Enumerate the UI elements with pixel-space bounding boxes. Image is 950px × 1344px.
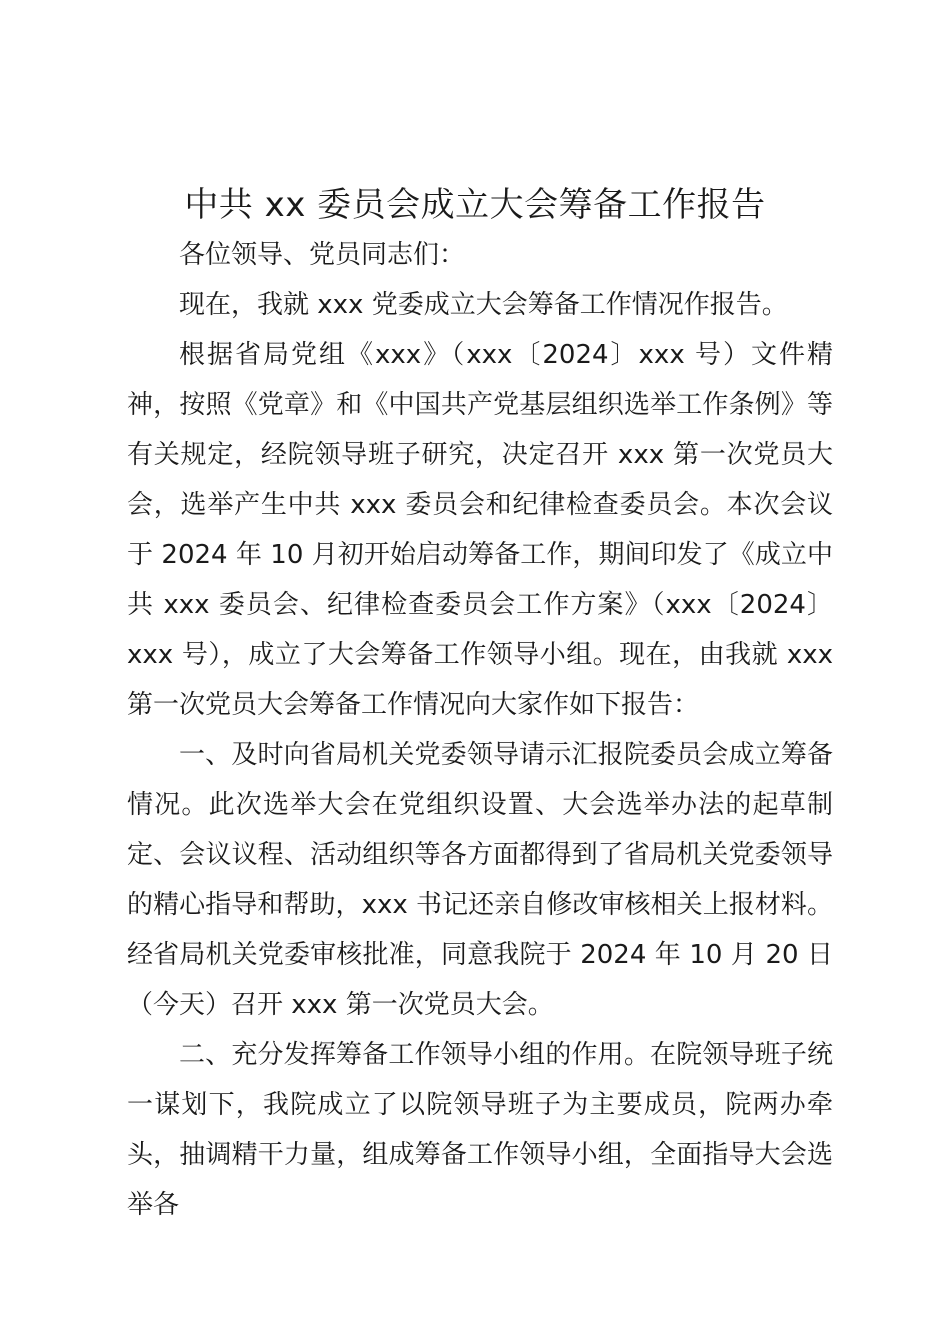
paragraph-intro: 现在，我就 xxx 党委成立大会筹备工作情况作报告。 bbox=[179, 290, 788, 320]
paragraph-section-two: 二、充分发挥筹备工作领导小组的作用。在院领导班子统一谋划下，我院成立了以院领导班子为主要成员，院两办牵头，抽调精干力量，组成筹备工作领导小组，全面指导大会选举各 bbox=[127, 1040, 833, 1220]
document-title: 中共 xx 委员会成立大会筹备工作报告 bbox=[184, 185, 766, 225]
salutation: 各位领导、党员同志们： bbox=[179, 240, 466, 270]
paragraph-section-one: 一、及时向省局机关党委领导请示汇报院委员会成立筹备情况。此次选举大会在党组织设置、大会选举办法的起草制定、会议议程、活动组织等各方面都得到了省局机关党委领导的精心指导和帮助，xxx 书记还亲自修改审核相关上报材料。经省局机关党委审核批准，同意我院于 2024 年 10 月 20 日（今天）召开 xxx 第一次党员大会。 bbox=[127, 740, 833, 1020]
document-body bbox=[127, 230, 833, 1230]
paragraph-background: 根据省局党组《xxx》（xxx〔2024〕xxx 号）文件精神，按照《党章》和《中国共产党基层组织选举工作条例》等有关规定，经院领导班子研究，决定召开 xxx 第一次党员大会，选举产生中共 xxx 委员会和纪律检查委员会。本次会议于 2024 年 10 月初开始启动筹备工作，期间印发了《成立中共 xxx 委员会、纪律检查委员会工作方案》（xxx〔2024〕xxx 号），成立了大会筹备工作领导小组。现在，由我就 xxx 第一次党员大会筹备工作情况向大家作如下报告： bbox=[127, 340, 833, 720]
